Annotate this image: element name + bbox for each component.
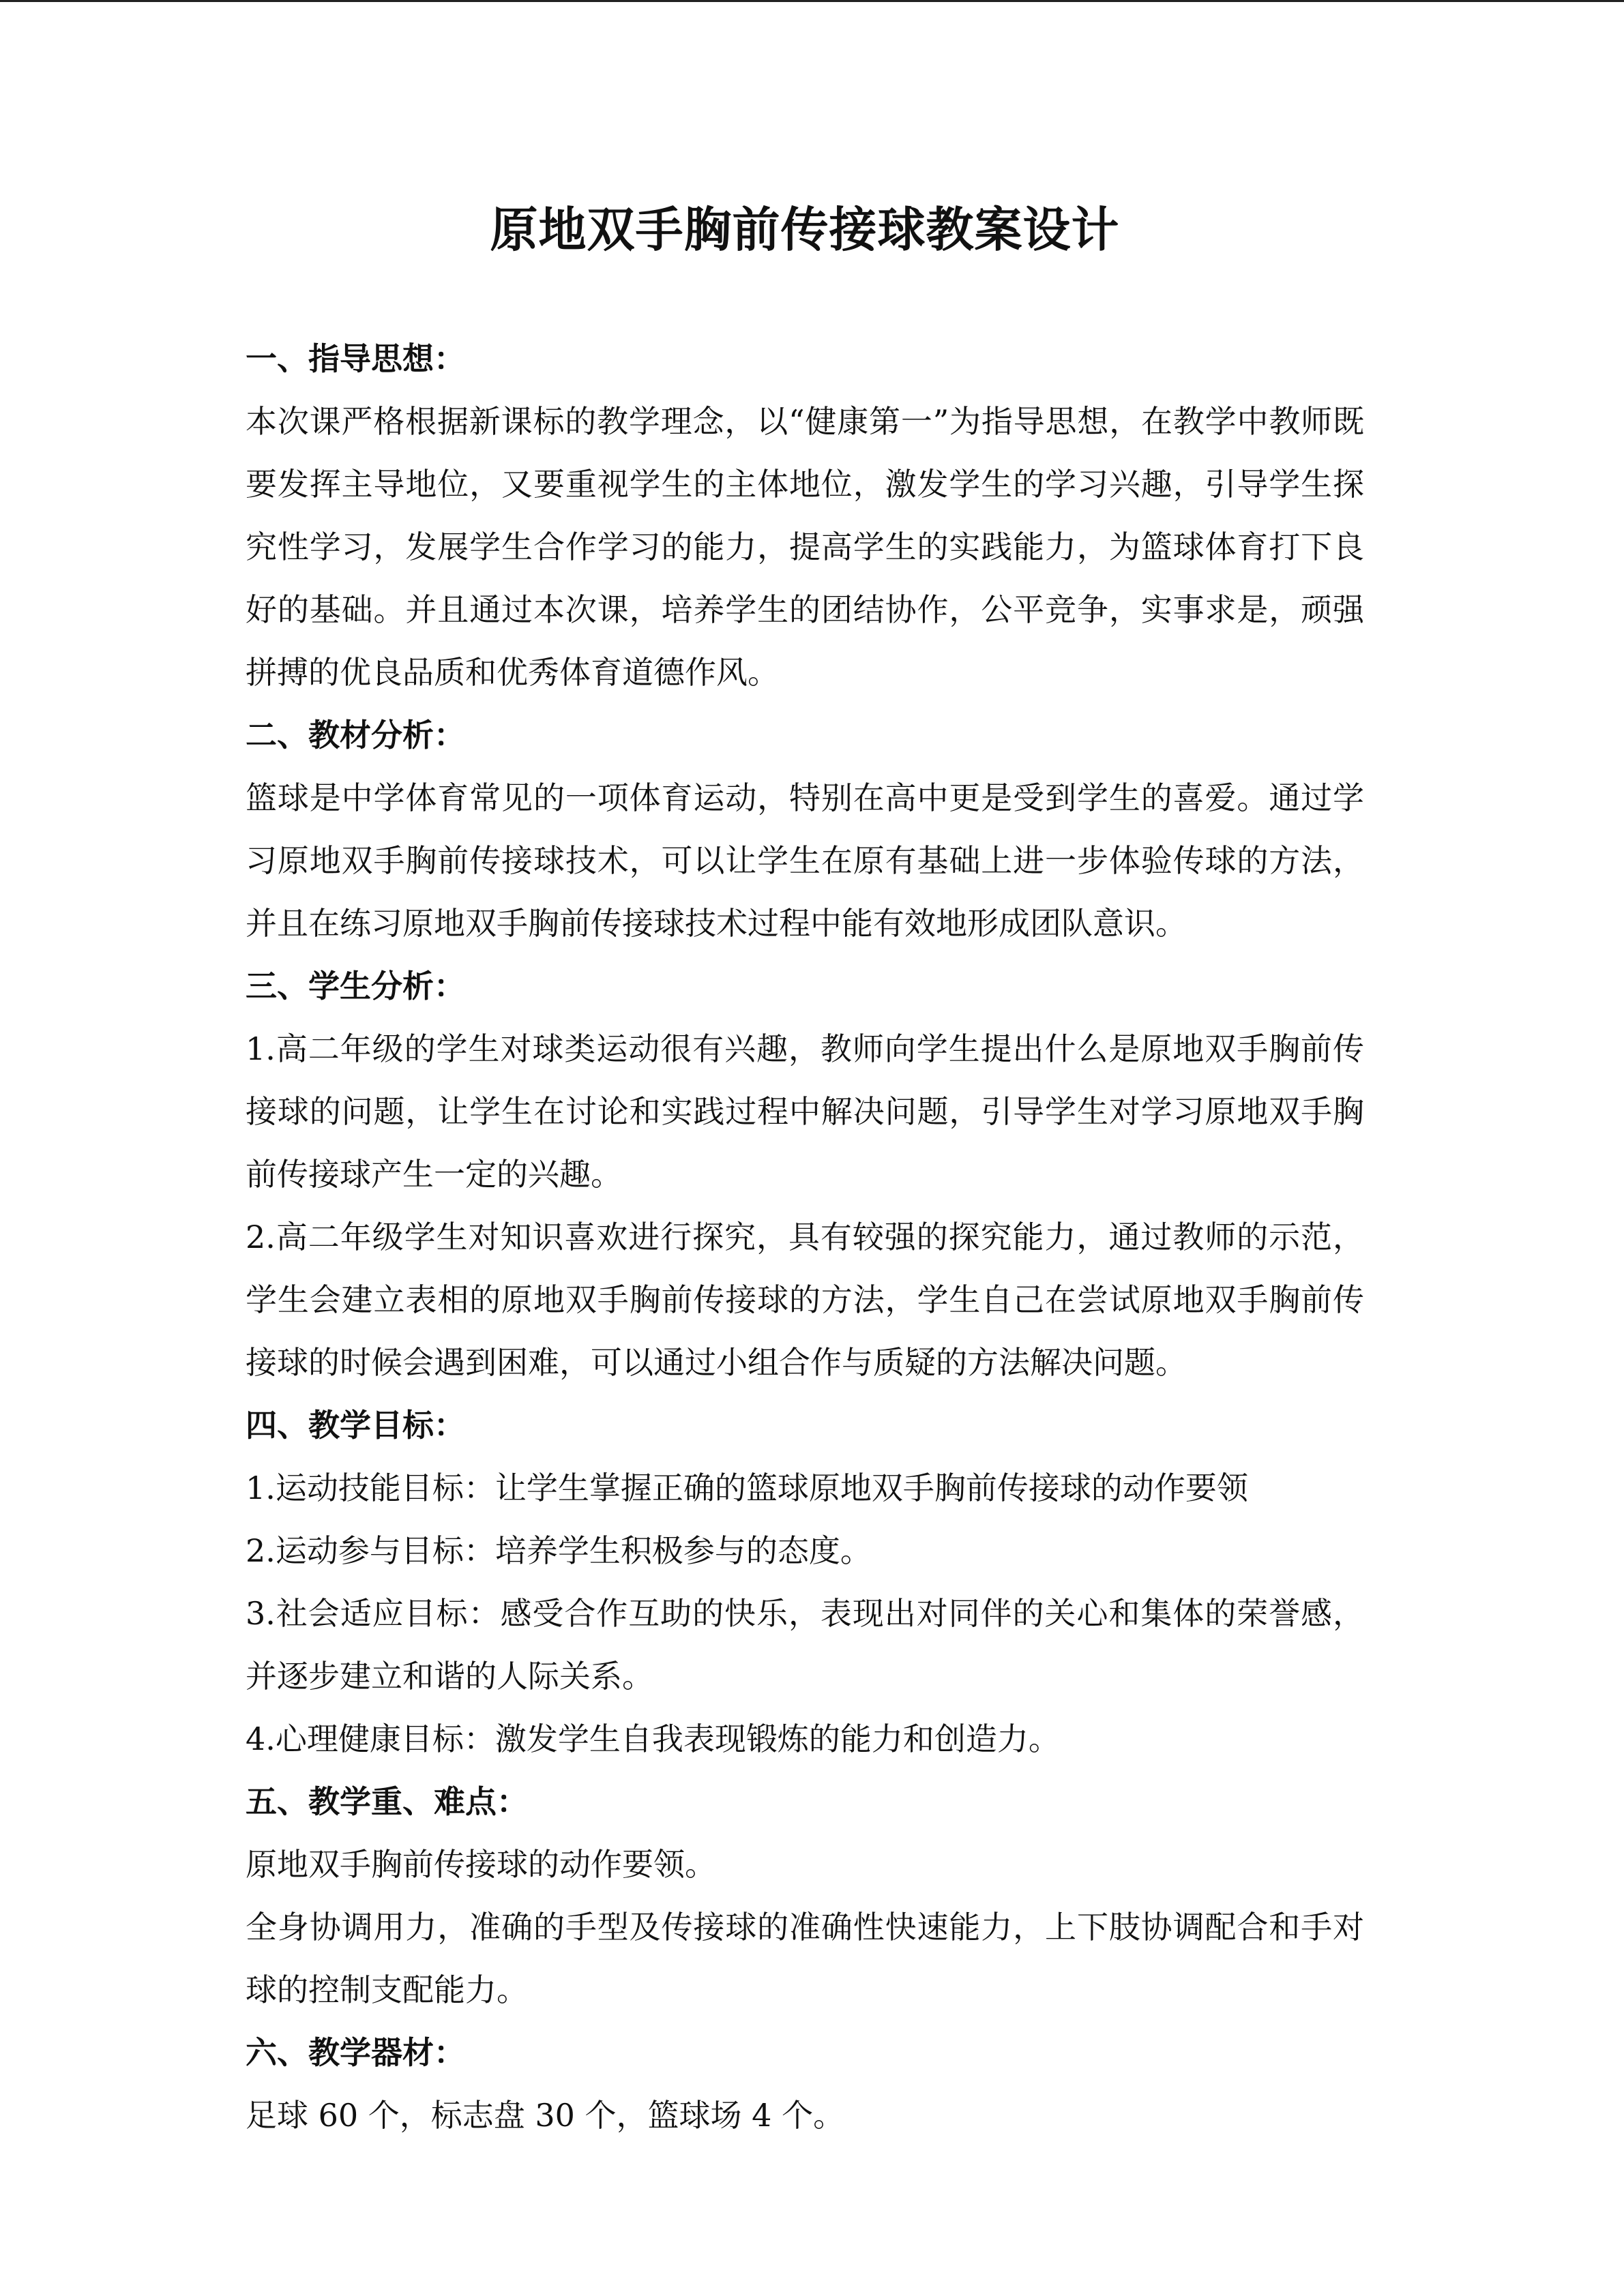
paragraph: 1.高二年级的学生对球类运动很有兴趣，教师向学生提出什么是原地双手胸前传接球的问题，让学生在讨论和实践过程中解决问题，引导学生对学习原地双手胸前传接球产生一定的兴趣。 [246, 1030, 1364, 1193]
section-heading-guiding-ideology: 一、指导思想： [246, 340, 465, 377]
section-heading-teaching-objectives: 四、教学目标： [246, 1407, 465, 1444]
paragraph: 4.心理健康目标：激发学生自我表现锻炼的能力和创造力。 [246, 1720, 1060, 1757]
section-heading-material-analysis: 二、教材分析： [246, 717, 465, 754]
paragraph: 1.运动技能目标：让学生掌握正确的篮球原地双手胸前传接球的动作要领 [246, 1470, 1248, 1506]
section-heading-student-analysis: 三、学生分析： [246, 968, 465, 1004]
document-body [246, 327, 1364, 2147]
paragraph: 足球 60 个，标志盘 30 个，篮球场 4 个。 [246, 2097, 845, 2134]
page-top-border [0, 0, 1624, 2]
paragraph: 2.运动参与目标：培养学生积极参与的态度。 [246, 1532, 872, 1569]
document-title: 原地双手胸前传接球教案设计 [490, 201, 1120, 258]
paragraph: 篮球是中学体育常见的一项体育运动，特别在高中更是受到学生的喜爱。通过学习原地双手胸前传接球技术，可以让学生在原有基础上进一步体验传球的方法，并且在练习原地双手胸前传接球技术过程中能有效地形成团队意识。 [246, 779, 1364, 942]
paragraph: 本次课严格根据新课标的教学理念，以“健康第一”为指导思想，在教学中教师既要发挥主导地位，又要重视学生的主体地位，激发学生的学习兴趣，引导学生探究性学习，发展学生合作学习的能力，提高学生的实践能力，为篮球体育打下良好的基础。并且通过本次课，培养学生的团结协作，公平竞争，实事求是，顽强拼搏的优良品质和优秀体育道德作风。 [246, 403, 1364, 691]
paragraph: 全身协调用力，准确的手型及传接球的准确性快速能力，上下肢协调配合和手对球的控制支配能力。 [246, 1909, 1364, 2008]
paragraph: 原地双手胸前传接球的动作要领。 [246, 1846, 716, 1883]
paragraph: 3.社会适应目标：感受合作互助的快乐，表现出对同伴的关心和集体的荣誉感，并逐步建立和谐的人际关系。 [246, 1595, 1364, 1695]
section-heading-key-difficult-points: 五、教学重、难点： [246, 1783, 528, 1820]
section-heading-teaching-equipment: 六、教学器材： [246, 2034, 465, 2071]
paragraph: 2.高二年级学生对知识喜欢进行探究，具有较强的探究能力，通过教师的示范，学生会建立表相的原地双手胸前传接球的方法，学生自己在尝试原地双手胸前传接球的时候会遇到困难，可以通过小组合作与质疑的方法解决问题。 [246, 1219, 1364, 1381]
